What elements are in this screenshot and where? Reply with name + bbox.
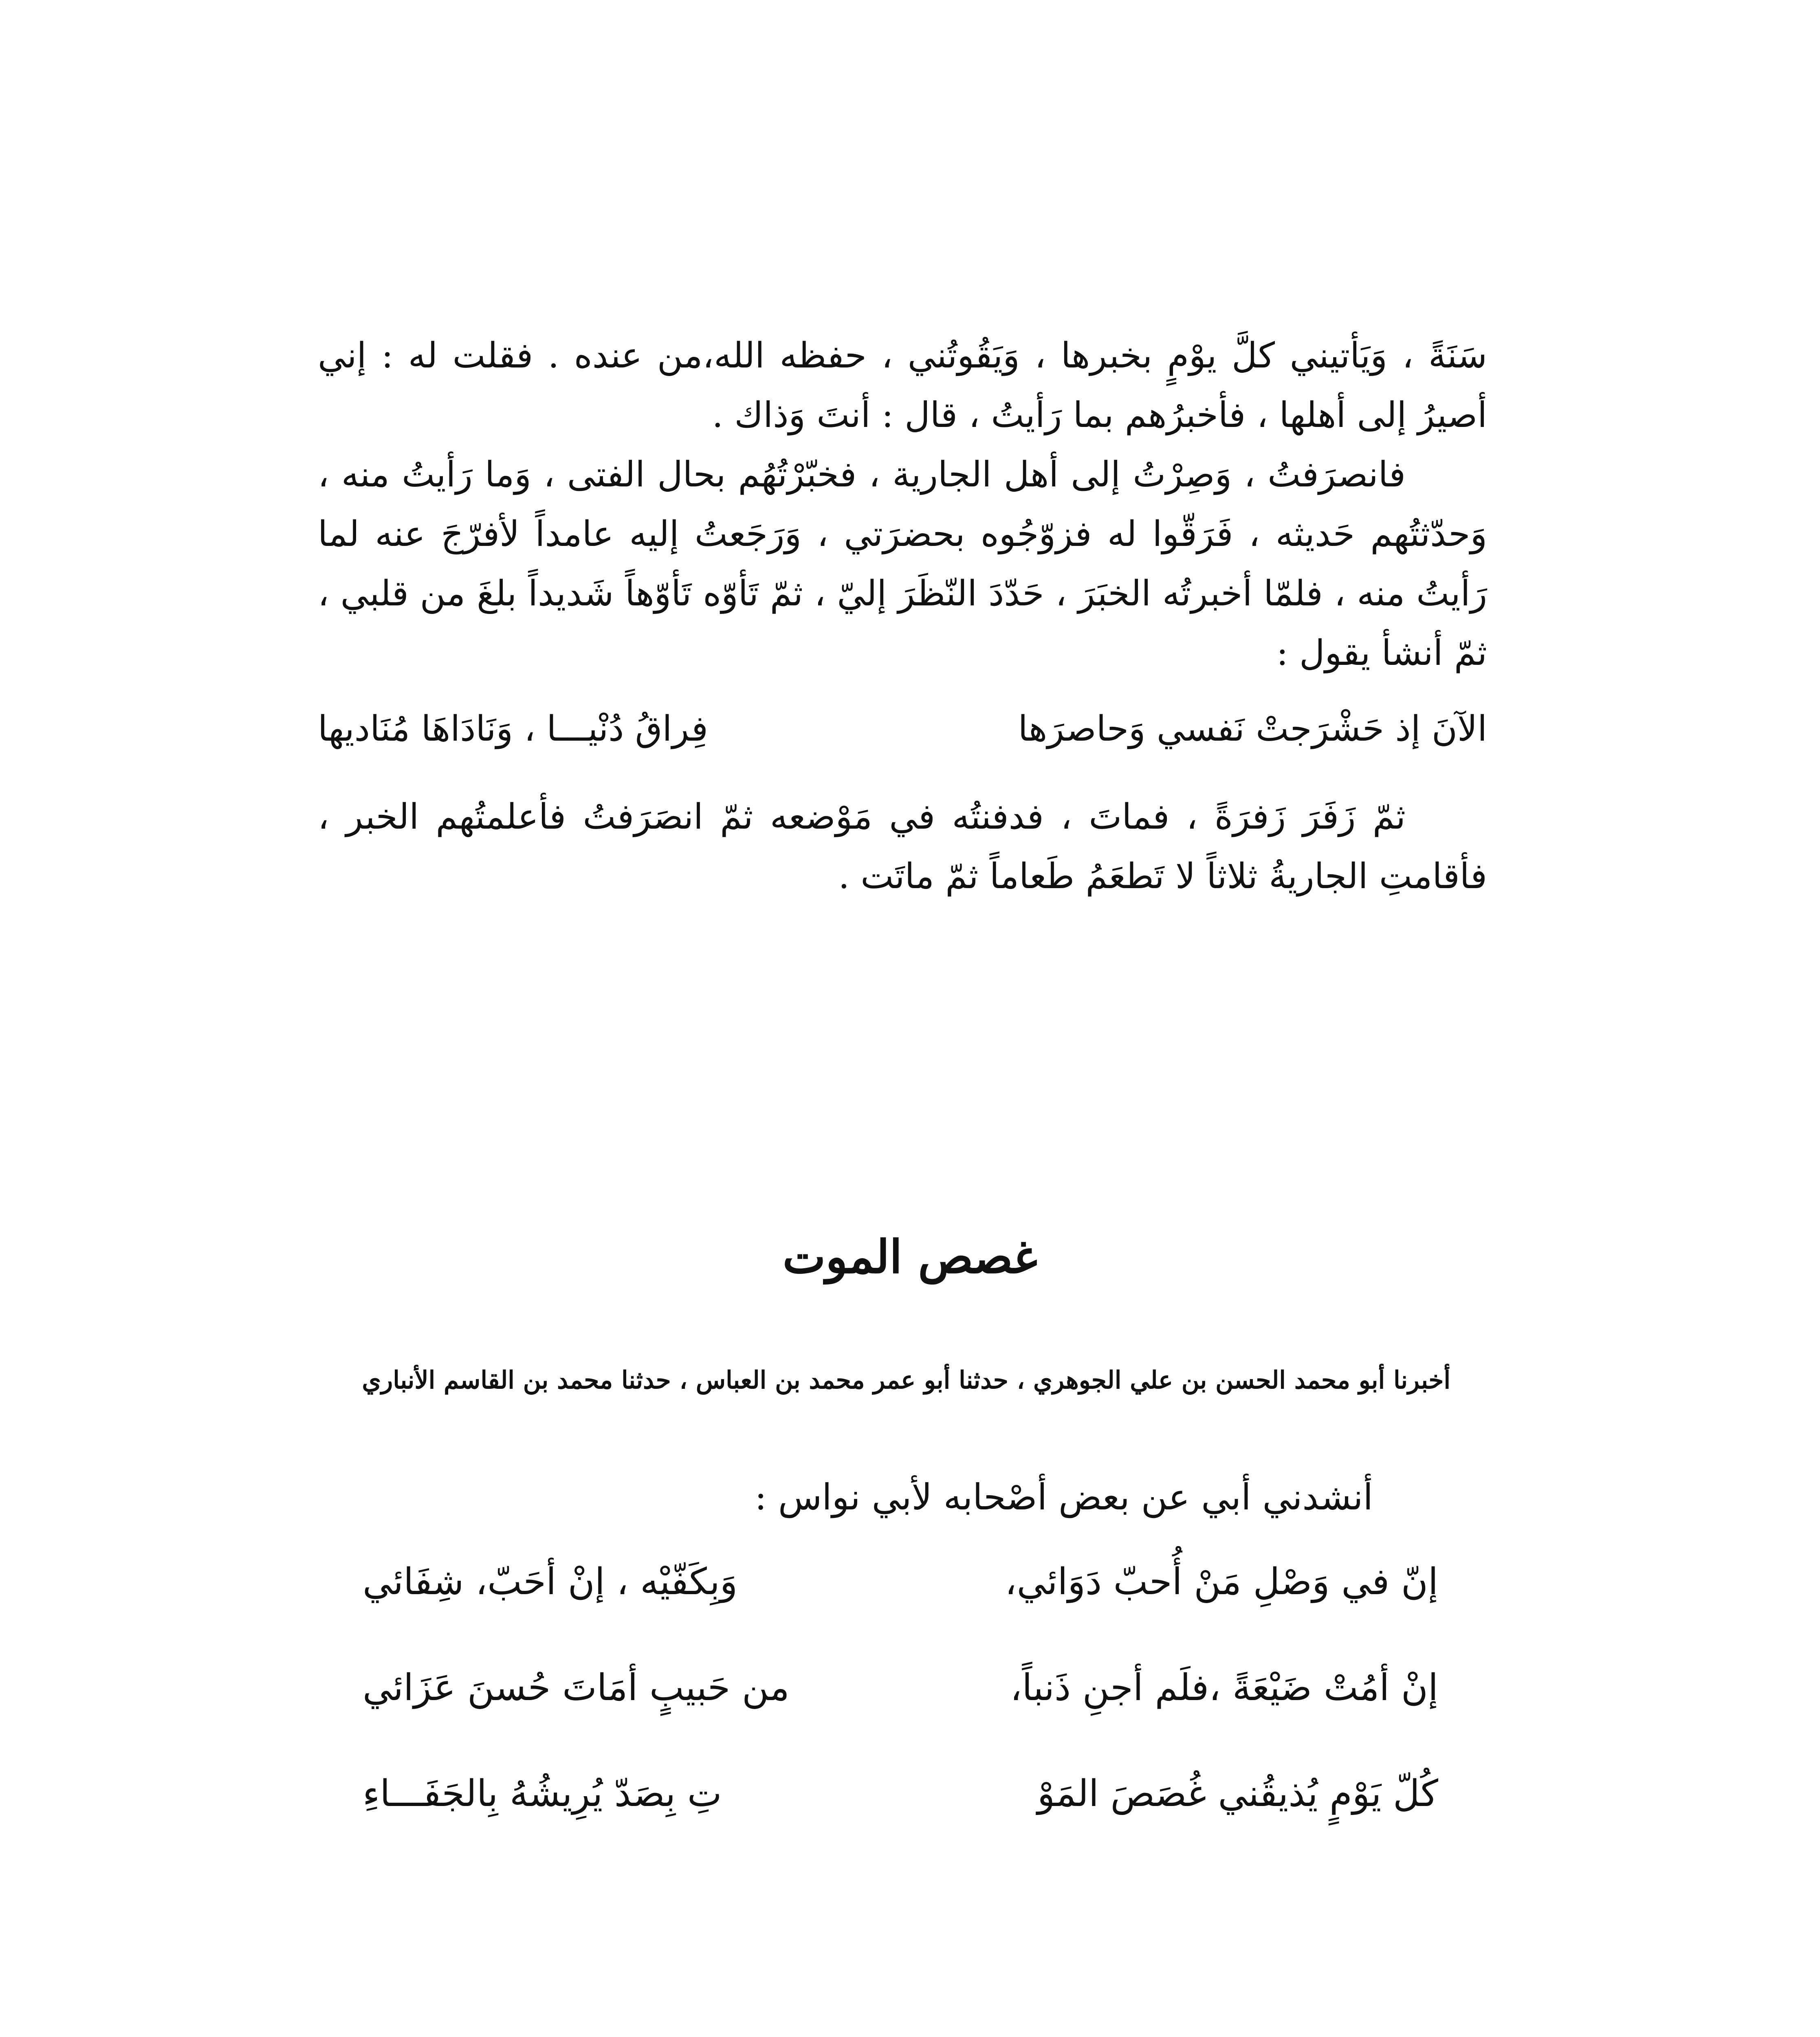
- poem-first-hemistich: إنّ في وَصْلِ مَنْ أُحبّ دَوَائي،: [1005, 1560, 1438, 1603]
- poem-second-hemistich: وَبِكَفّيْه ، إنْ أحَبّ، شِفَائي: [363, 1560, 738, 1603]
- prose-block: [318, 326, 1487, 906]
- paragraph-1: سَنَةً ، وَيَأتيني كلَّ يوْمٍ بخبرها ، وَيَقُوتُني ، حفظه الله،من عنده . فقلت له : إني أصيرُ إلى أهلها ، فأخبرُهم بما رَأيتُ ، قال : أنتَ وَذاك .: [318, 335, 1487, 436]
- isnad-chain: أخبرنا أبو محمد الحسن بن علي الجوهري ، حدثنا أبو عمر محمد بن العباس ، حدثنا محمد بن القاسم الأنباري: [362, 1366, 1450, 1395]
- poem: [363, 1560, 1438, 1878]
- section-heading: غصص الموت: [782, 1230, 1038, 1284]
- paragraph-2: فانصرَفتُ ، وَصِرْتُ إلى أهل الجارية ، فخبّرْتُهُم بحال الفتى ، وَما رَأيتُ منه ، وَحدّثتُهم حَديثه ، فَرَقّوا له فزوّجُوه بحضرَتي ، وَرَجَعتُ إليه عامداً لأفرّجَ عنه لما رَأيتُ منه ، فلمّا أخبرتُه الخبَرَ ، حَدّدَ النّظَرَ إليّ ، ثمّ تَأوّه تَأوّهاً شَديداً بلغَ من قلبي ، ثمّ أنشأ يقول :: [318, 454, 1487, 673]
- verse-first-hemistich: الآنَ إذ حَشْرَجتْ نَفسي وَحاصرَها: [1018, 708, 1487, 749]
- poem-line: [363, 1560, 1438, 1621]
- poem-first-hemistich: إنْ أمُتْ ضَيْعَةً ،فلَم أجنِ ذَنباً،: [1010, 1666, 1438, 1709]
- poem-second-hemistich: من حَبيبٍ أمَاتَ حُسنَ عَزَائي: [363, 1666, 790, 1709]
- quoted-verse: [318, 699, 1487, 759]
- verse-second-hemistich: فِراقُ دُنْيـــا ، وَنَادَاهَا مُنَاديها: [318, 708, 708, 749]
- paragraph-3: ثمّ زَفَرَ زَفرَةً ، فماتَ ، فدفنتُه في مَوْضعه ثمّ انصَرَفتُ فأعلمتُهم الخبر ، فأقامتِ الجاريةُ ثلاثاً لا تَطعَمُ طَعاماً ثمّ ماتَت .: [318, 796, 1487, 897]
- poem-second-hemistich: تِ بِصَدّ يُرِيشُهُ بِالجَفَـــاءِ: [363, 1772, 722, 1815]
- poem-line: [363, 1666, 1438, 1727]
- poem-intro: أنشدني أبي عن بعض أصْحابه لأبي نواس :: [755, 1476, 1373, 1518]
- poem-first-hemistich: كُلّ يَوْمٍ يُذيقُني غُصَصَ المَوْ: [1037, 1772, 1438, 1815]
- poem-line: [363, 1772, 1438, 1833]
